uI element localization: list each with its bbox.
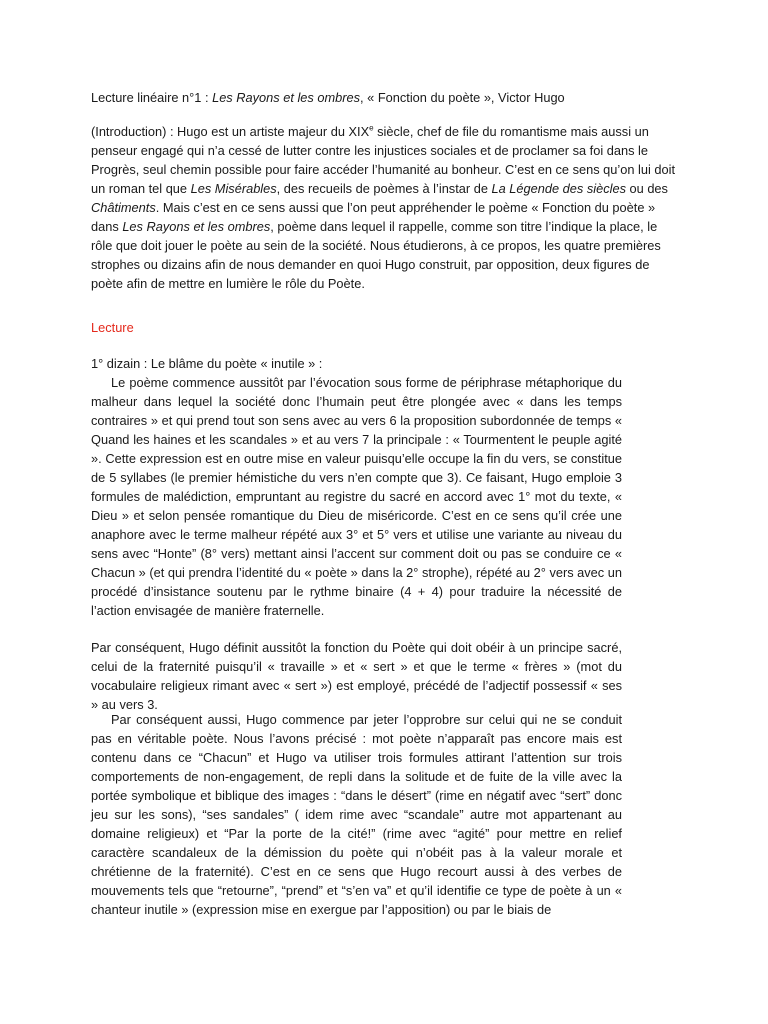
- introduction-paragraph: (Introduction) : Hugo est un artiste majeur du XIXe siècle, chef de file du romantisme mais aussi un penseur engagé qui n’a cessé de lutter contre les injustices sociales et de proclamer sa foi dans le Progrès, seul chemin possible pour faire accéder l’humanité au bonheur. C’est en ce sens qu’on lui doit un roman tel que Les Misérables, des recueils de poèmes à l’instar de La Légende des siècles ou des Châtiments. Mais c’est en ce sens aussi que l’on peut appréhender le poème « Fonction du poète » dans Les Rayons et les ombres, poème dans lequel il rappelle, comme son titre l’indique la place, le rôle que doit jouer le poète au sein de la société. Nous étudierons, à ce propos, les quatre premières strophes ou dizains afin de nous demander en quoi Hugo construit, par opposition, deux figures de poète afin de mettre en lumière le rôle du Poète.: [91, 123, 676, 291]
- analysis-paragraph-3: Par conséquent aussi, Hugo commence par jeter l’opprobre sur celui qui ne se conduit pas en véritable poète. Nous l’avons précisé : mot poète n’apparaît pas encore mais est contenu dans ce “Chacun” et Hugo va utiliser trois formules attirant l’attention sur trois comportements de non-engagement, de repli dans la solitude et de fuite de la ville avec la portée symbolique et biblique des images : “dans le désert” (rime en négatif avec “sert” donc jeu sur les sons), “ses sandales” ( idem rime avec “scandale” autre mot appartenant au domaine religieux) et “Par la porte de la cité!” (rime avec “agité” pour mettre en relief caractère scandaleux de la démission du poète qui n’obéit pas à la valeur morale et chrétienne de la fraternité). C’est en ce sens que Hugo recourt aussi à des verbes de mouvements tels que “retourne”, “prend” et “s’en va” et qu’il identifie ce type de poète à un « chanteur inutile » (expression mise en exergue par l’apposition) ou par le biais de: [91, 712, 622, 917]
- dizain-heading: 1° dizain : Le blâme du poète « inutile » :: [91, 356, 323, 371]
- section-heading: Lecture: [91, 320, 134, 335]
- analysis-paragraph-1: Le poème commence aussitôt par l’évocation sous forme de périphrase métaphorique du malheur dans lequel la société donc l’humain peut être plongée avec « dans les temps contraires » et qui prend tout son sens avec au vers 6 la proposition subordonnée de temps « Quand les haines et les scandales » et au vers 7 la principale : « Tourmentent le peuple agité ». Cette expression est en outre mise en valeur puisqu’elle occupe la fin du vers, se constitue de 5 syllabes (le premier hémistiche du vers n’en compte que 3). Ce faisant, Hugo emploie 3 formules de malédiction, empruntant au registre du sacré en accord avec 1° mot du texte, « Dieu » et selon pensée romantique du Dieu de miséricorde. C’est en ce sens qu’il crée une anaphore avec le terme malheur répété aux 3° et 5° vers et utilise une variante au niveau du sens avec “Honte” (8° vers) mettant ainsi l’accent sur comment doit ou pas se conduire ce « Chacun » (et qui prendra l’identité du « poète » dans la 2° strophe), répété au 2° vers avec un procédé d’insistance soutenu par le rythme binaire (4 + 4) pour traduire la nécessité de l’action envisagée de manière fraternelle.: [91, 375, 622, 618]
- analysis-paragraph-2: Par conséquent, Hugo définit aussitôt la fonction du Poète qui doit obéir à un principe sacré, celui de la fraternité puisqu’il « travaille » et « sert » et que le terme « frères » (mot du vocabulaire religieux rimant avec « sert ») est employé, précédé de l’adjectif possessif « ses » au vers 3.: [91, 640, 622, 712]
- document-title: Lecture linéaire n°1 : Les Rayons et les ombres, « Fonction du poète », Victor Hugo: [91, 90, 565, 105]
